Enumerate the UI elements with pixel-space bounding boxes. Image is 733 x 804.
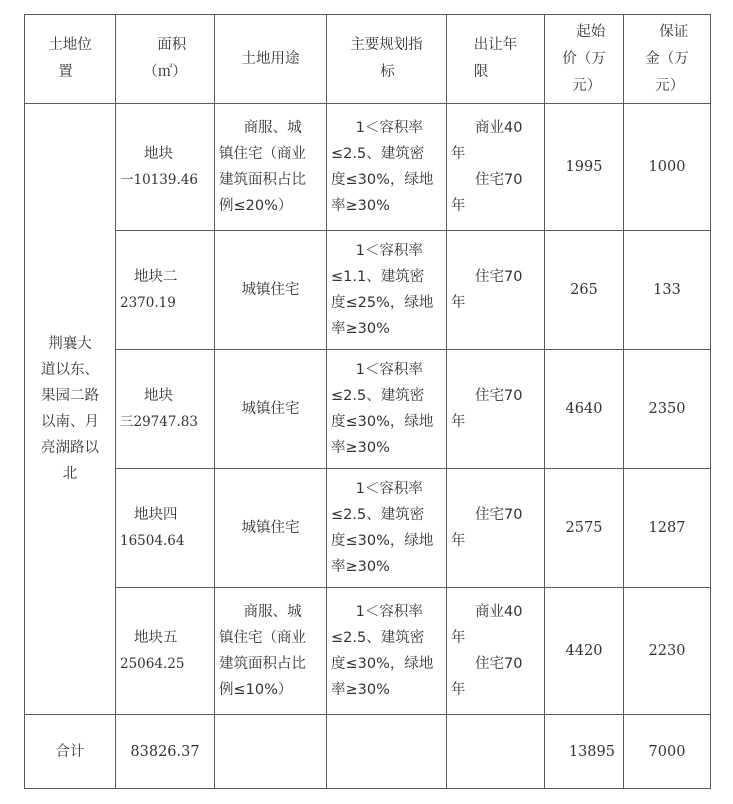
- parcel-area-cell: 地块四 16504.64: [116, 469, 215, 588]
- planning-index-cell: 1＜容积率 ≤2.5、建筑密 度≤30%，绿地 率≥30%: [327, 588, 447, 715]
- start-price-cell: 4420: [545, 588, 624, 715]
- empty-cell: [215, 715, 327, 789]
- planning-index-cell: 1＜容积率 ≤2.5、建筑密 度≤30%，绿地 率≥30%: [327, 104, 447, 231]
- total-row: [25, 715, 711, 789]
- deposit-cell: 133: [624, 231, 711, 350]
- land-use-cell: 商服、城 镇住宅（商业 建筑面积占比 例≤10%）: [215, 588, 327, 715]
- table-header-row: [25, 15, 711, 104]
- total-label: 合计: [25, 715, 116, 789]
- term-cell: 住宅70 年: [447, 469, 545, 588]
- term-cell: 住宅70 年: [447, 350, 545, 469]
- header-start-price: 起始 价（万 元）: [545, 15, 624, 104]
- start-price-cell: 265: [545, 231, 624, 350]
- total-deposit: 7000: [624, 715, 711, 789]
- empty-cell: [447, 715, 545, 789]
- empty-cell: [327, 715, 447, 789]
- land-use-cell: 城镇住宅: [215, 469, 327, 588]
- header-deposit: 保证 金（万 元）: [624, 15, 711, 104]
- term-cell: 住宅70 年: [447, 231, 545, 350]
- total-start-price: 13895: [545, 715, 624, 789]
- table-row: [25, 469, 711, 588]
- land-use-cell: 城镇住宅: [215, 350, 327, 469]
- location-cell: 荆襄大 道以东、 果园二路 以南、月 亮湖路以 北: [25, 104, 116, 715]
- header-term: 出让年 限: [447, 15, 545, 104]
- deposit-cell: 1000: [624, 104, 711, 231]
- header-area: 面积 （㎡）: [116, 15, 215, 104]
- term-cell: 商业40 年 住宅70 年: [447, 588, 545, 715]
- table-row: [25, 350, 711, 469]
- land-use-cell: 城镇住宅: [215, 231, 327, 350]
- parcel-area-cell: 地块 一10139.46: [116, 104, 215, 231]
- start-price-cell: 4640: [545, 350, 624, 469]
- land-auction-table: [24, 14, 711, 789]
- deposit-cell: 1287: [624, 469, 711, 588]
- table-row: [25, 231, 711, 350]
- table-row: [25, 588, 711, 715]
- parcel-area-cell: 地块五 25064.25: [116, 588, 215, 715]
- planning-index-cell: 1＜容积率 ≤1.1、建筑密 度≤25%，绿地 率≥30%: [327, 231, 447, 350]
- parcel-area-cell: 地块 三29747.83: [116, 350, 215, 469]
- planning-index-cell: 1＜容积率 ≤2.5、建筑密 度≤30%，绿地 率≥30%: [327, 350, 447, 469]
- parcel-area-cell: 地块二 2370.19: [116, 231, 215, 350]
- header-use: 土地用途: [215, 15, 327, 104]
- start-price-cell: 2575: [545, 469, 624, 588]
- term-cell: 商业40 年 住宅70 年: [447, 104, 545, 231]
- total-area: 83826.37: [116, 715, 215, 789]
- land-use-cell: 商服、城 镇住宅（商业 建筑面积占比 例≤20%）: [215, 104, 327, 231]
- deposit-cell: 2230: [624, 588, 711, 715]
- table-row: [25, 104, 711, 231]
- deposit-cell: 2350: [624, 350, 711, 469]
- header-planning-index: 主要规划指 标: [327, 15, 447, 104]
- header-location: 土地位 置: [25, 15, 116, 104]
- start-price-cell: 1995: [545, 104, 624, 231]
- planning-index-cell: 1＜容积率 ≤2.5、建筑密 度≤30%，绿地 率≥30%: [327, 469, 447, 588]
